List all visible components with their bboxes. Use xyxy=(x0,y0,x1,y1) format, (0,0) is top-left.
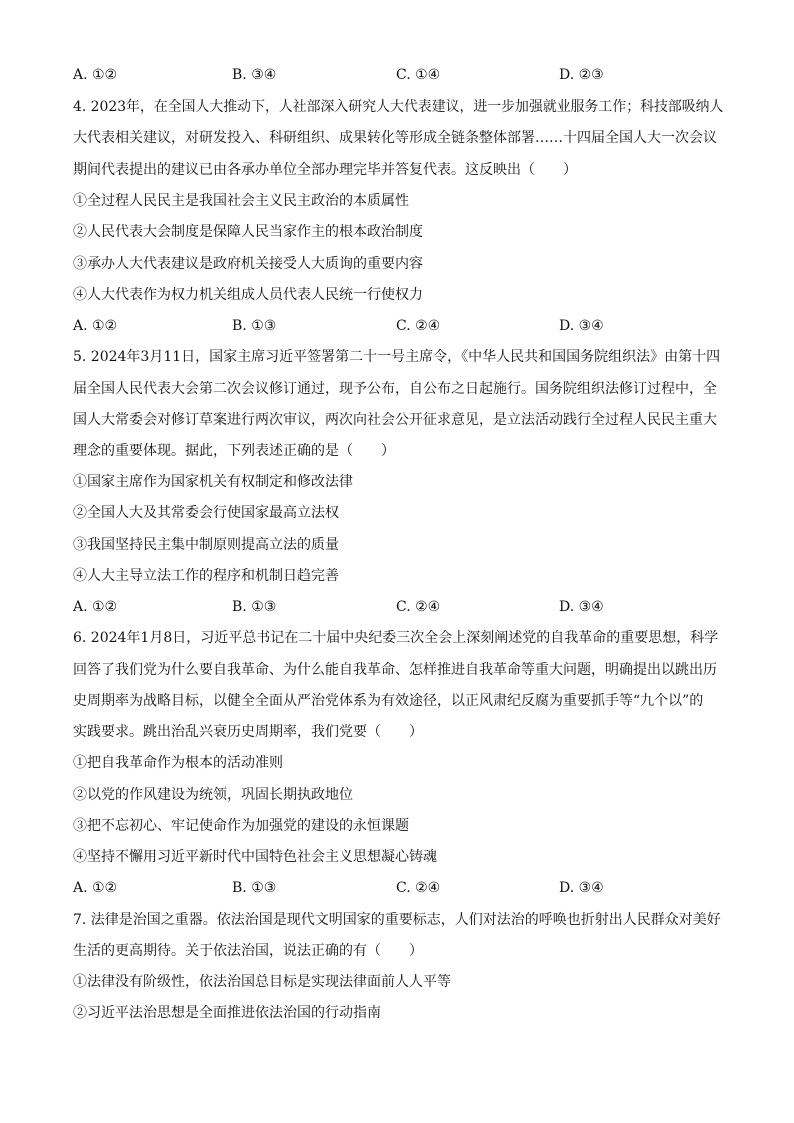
q4-option-b: B. ①③ xyxy=(232,318,277,334)
q6-statement-3: ③把不忘初心、牢记使命作为加强党的建设的永恒课题 xyxy=(73,818,409,834)
q7-statement-1: ①法律没有阶级性，依法治国总目标是实现法律面前人人平等 xyxy=(73,974,451,990)
q5-option-b: B. ①③ xyxy=(232,599,277,615)
q4-statement-2: ②人民代表大会制度是保障人民当家作主的根本政治制度 xyxy=(73,224,423,240)
q4-option-d: D. ③④ xyxy=(559,318,604,334)
q5-statement-2: ②全国人大及其常委会行使国家最高立法权 xyxy=(73,505,339,521)
q4-option-c: C. ②④ xyxy=(396,318,441,334)
q6-options xyxy=(73,878,723,898)
q6-stem-line-4: 实践要求。跳出治乱兴衰历史周期率，我们党要（ ） xyxy=(73,724,423,740)
q3-option-d: D. ②③ xyxy=(559,67,604,83)
q5-option-c: C. ②④ xyxy=(396,599,441,615)
q4-stem-line-3: 期间代表提出的建议已由各承办单位全部办理完毕并答复代表。这反映出（ ） xyxy=(73,162,577,178)
q3-options xyxy=(73,65,723,85)
q4-stem-line-1: 4. 2023年，在全国人大推动下，人社部深入研究人大代表建议，进一步加强就业服务工作；科技部吸纳人 xyxy=(73,99,724,115)
q4-option-a: A. ①② xyxy=(73,318,118,334)
q5-statement-1: ①国家主席作为国家机关有权制定和修改法律 xyxy=(73,474,353,490)
q6-option-b: B. ①③ xyxy=(232,880,277,896)
q6-stem-line-1: 6. 2024年1月8日，习近平总书记在二十届中央纪委三次全会上深刻阐述党的自我革命的重要思想，科学 xyxy=(73,630,719,646)
q6-option-c: C. ②④ xyxy=(396,880,441,896)
q3-option-b: B. ③④ xyxy=(232,67,277,83)
q6-stem-line-2: 回答了我们党为什么要自我革命、为什么能自我革命、怎样推进自我革命等重大问题，明确提出以跳出历 xyxy=(73,662,717,678)
q5-statement-3: ③我国坚持民主集中制原则提高立法的质量 xyxy=(73,537,339,553)
q5-stem-line-2: 届全国人民代表大会第二次会议修订通过，现予公布，自公布之日起施行。国务院组织法修订过程中，全 xyxy=(73,381,717,397)
q3-option-c: C. ①④ xyxy=(396,67,441,83)
q7-statement-2: ②习近平法治思想是全面推进依法治国的行动指南 xyxy=(73,1005,381,1021)
q4-statement-4: ④人大代表作为权力机关组成人员代表人民统一行使权力 xyxy=(73,287,423,303)
q6-option-d: D. ③④ xyxy=(559,880,604,896)
q6-statement-4: ④坚持不懈用习近平新时代中国特色社会主义思想凝心铸魂 xyxy=(73,849,437,865)
q6-statement-1: ①把自我革命作为根本的活动准则 xyxy=(73,755,283,771)
q5-stem-line-3: 国人大常委会对修订草案进行两次审议，两次向社会公开征求意见，是立法活动践行全过程人民民主重大 xyxy=(73,412,717,428)
q6-stem-line-3: 史周期率为战略目标，以健全全面从严治党体系为有效途径，以正风肃纪反腐为重要抓手等“九个以”的 xyxy=(73,693,704,709)
q4-stem-line-2: 大代表相关建议，对研发投入、科研组织、成果转化等形成全链条整体部署……十四届全国人大一次会议 xyxy=(73,130,717,146)
q5-option-d: D. ③④ xyxy=(559,599,604,615)
q5-statement-4: ④人大主导立法工作的程序和机制日趋完善 xyxy=(73,568,339,584)
q4-options xyxy=(73,316,723,336)
q5-option-a: A. ①② xyxy=(73,599,118,615)
q5-stem-line-4: 理念的重要体现。据此，下列表述正确的是（ ） xyxy=(73,443,395,459)
q4-statement-3: ③承办人大代表建议是政府机关接受人大质询的重要内容 xyxy=(73,256,423,272)
q7-stem-line-1: 7. 法律是治国之重器。依法治国是现代文明国家的重要标志，人们对法治的呼唤也折射出人民群众对美好 xyxy=(73,912,721,928)
q5-options xyxy=(73,597,723,617)
q3-option-a: A. ①② xyxy=(73,67,118,83)
q6-statement-2: ②以党的作风建设为统领，巩固长期执政地位 xyxy=(73,787,353,803)
q5-stem-line-1: 5. 2024年3月11日，国家主席习近平签署第二十一号主席令，《中华人民共和国国务院组织法》由第十四 xyxy=(73,349,721,365)
q7-stem-line-2: 生活的更高期待。关于依法治国，说法正确的有（ ） xyxy=(73,943,423,959)
q4-statement-1: ①全过程人民民主是我国社会主义民主政治的本质属性 xyxy=(73,193,409,209)
q6-option-a: A. ①② xyxy=(73,880,118,896)
